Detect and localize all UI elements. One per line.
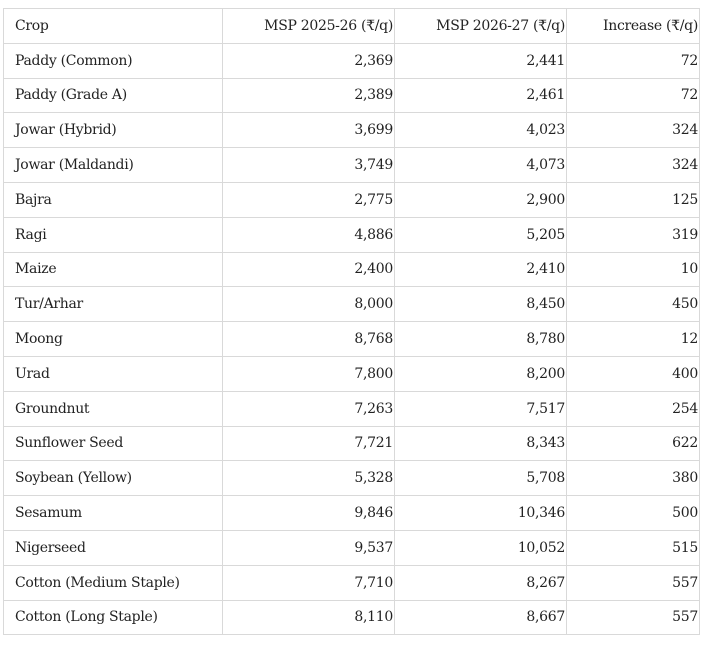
table-row [4,600,700,635]
msp-2026-27-cell: 10,346 [395,496,567,531]
msp-2025-26-cell: 9,537 [223,530,395,565]
increase-cell: 450 [567,287,700,322]
crop-cell: Jowar (Maldandi) [4,148,223,183]
msp-2026-27-cell: 4,023 [395,113,567,148]
increase-cell: 324 [567,148,700,183]
msp-2025-26-cell: 8,110 [223,600,395,635]
increase-cell: 557 [567,600,700,635]
crop-cell: Paddy (Common) [4,43,223,78]
crop-cell: Paddy (Grade A) [4,78,223,113]
crop-cell: Cotton (Long Staple) [4,600,223,635]
increase-cell: 380 [567,461,700,496]
crop-cell: Sesamum [4,496,223,531]
table-row [4,217,700,252]
msp-2025-26-cell: 7,721 [223,426,395,461]
msp-2025-26-cell: 2,369 [223,43,395,78]
table-row [4,356,700,391]
crop-cell: Urad [4,356,223,391]
msp-2025-26-cell: 2,389 [223,78,395,113]
increase-cell: 72 [567,78,700,113]
table-row [4,182,700,217]
table-row [4,530,700,565]
table-row [4,391,700,426]
table-row [4,148,700,183]
msp-2026-27-cell: 5,205 [395,217,567,252]
msp-table [3,8,700,635]
column-header-msp-2025-26: MSP 2025-26 (₹/q) [223,9,395,44]
table-row [4,287,700,322]
msp-2025-26-cell: 9,846 [223,496,395,531]
column-header-msp-2026-27: MSP 2026-27 (₹/q) [395,9,567,44]
msp-2025-26-cell: 3,699 [223,113,395,148]
increase-cell: 400 [567,356,700,391]
msp-2025-26-cell: 7,710 [223,565,395,600]
msp-2026-27-cell: 2,441 [395,43,567,78]
table-row [4,426,700,461]
msp-2026-27-cell: 8,267 [395,565,567,600]
table-row [4,461,700,496]
msp-2026-27-cell: 2,900 [395,182,567,217]
msp-2025-26-cell: 7,263 [223,391,395,426]
crop-cell: Jowar (Hybrid) [4,113,223,148]
table-header-row [4,9,700,44]
column-header-crop: Crop [4,9,223,44]
table-row [4,565,700,600]
crop-cell: Bajra [4,182,223,217]
msp-2025-26-cell: 2,400 [223,252,395,287]
crop-cell: Cotton (Medium Staple) [4,565,223,600]
table-row [4,78,700,113]
table-row [4,496,700,531]
increase-cell: 515 [567,530,700,565]
msp-2025-26-cell: 3,749 [223,148,395,183]
column-header-increase: Increase (₹/q) [567,9,700,44]
table-row [4,322,700,357]
msp-2026-27-cell: 8,780 [395,322,567,357]
crop-cell: Groundnut [4,391,223,426]
msp-table-container [3,8,700,635]
table-row [4,113,700,148]
msp-2025-26-cell: 5,328 [223,461,395,496]
increase-cell: 557 [567,565,700,600]
msp-2026-27-cell: 5,708 [395,461,567,496]
increase-cell: 10 [567,252,700,287]
msp-2026-27-cell: 10,052 [395,530,567,565]
crop-cell: Moong [4,322,223,357]
msp-2025-26-cell: 8,768 [223,322,395,357]
msp-2026-27-cell: 8,200 [395,356,567,391]
table-row [4,252,700,287]
increase-cell: 622 [567,426,700,461]
msp-2026-27-cell: 8,667 [395,600,567,635]
table-row [4,43,700,78]
crop-cell: Tur/Arhar [4,287,223,322]
msp-2026-27-cell: 8,450 [395,287,567,322]
increase-cell: 72 [567,43,700,78]
increase-cell: 500 [567,496,700,531]
crop-cell: Nigerseed [4,530,223,565]
msp-2026-27-cell: 2,461 [395,78,567,113]
msp-2026-27-cell: 7,517 [395,391,567,426]
increase-cell: 324 [567,113,700,148]
increase-cell: 12 [567,322,700,357]
msp-2025-26-cell: 4,886 [223,217,395,252]
msp-2025-26-cell: 8,000 [223,287,395,322]
crop-cell: Ragi [4,217,223,252]
msp-2025-26-cell: 2,775 [223,182,395,217]
increase-cell: 125 [567,182,700,217]
increase-cell: 319 [567,217,700,252]
crop-cell: Maize [4,252,223,287]
increase-cell: 254 [567,391,700,426]
msp-2026-27-cell: 8,343 [395,426,567,461]
crop-cell: Sunflower Seed [4,426,223,461]
crop-cell: Soybean (Yellow) [4,461,223,496]
msp-2026-27-cell: 4,073 [395,148,567,183]
msp-2025-26-cell: 7,800 [223,356,395,391]
msp-2026-27-cell: 2,410 [395,252,567,287]
